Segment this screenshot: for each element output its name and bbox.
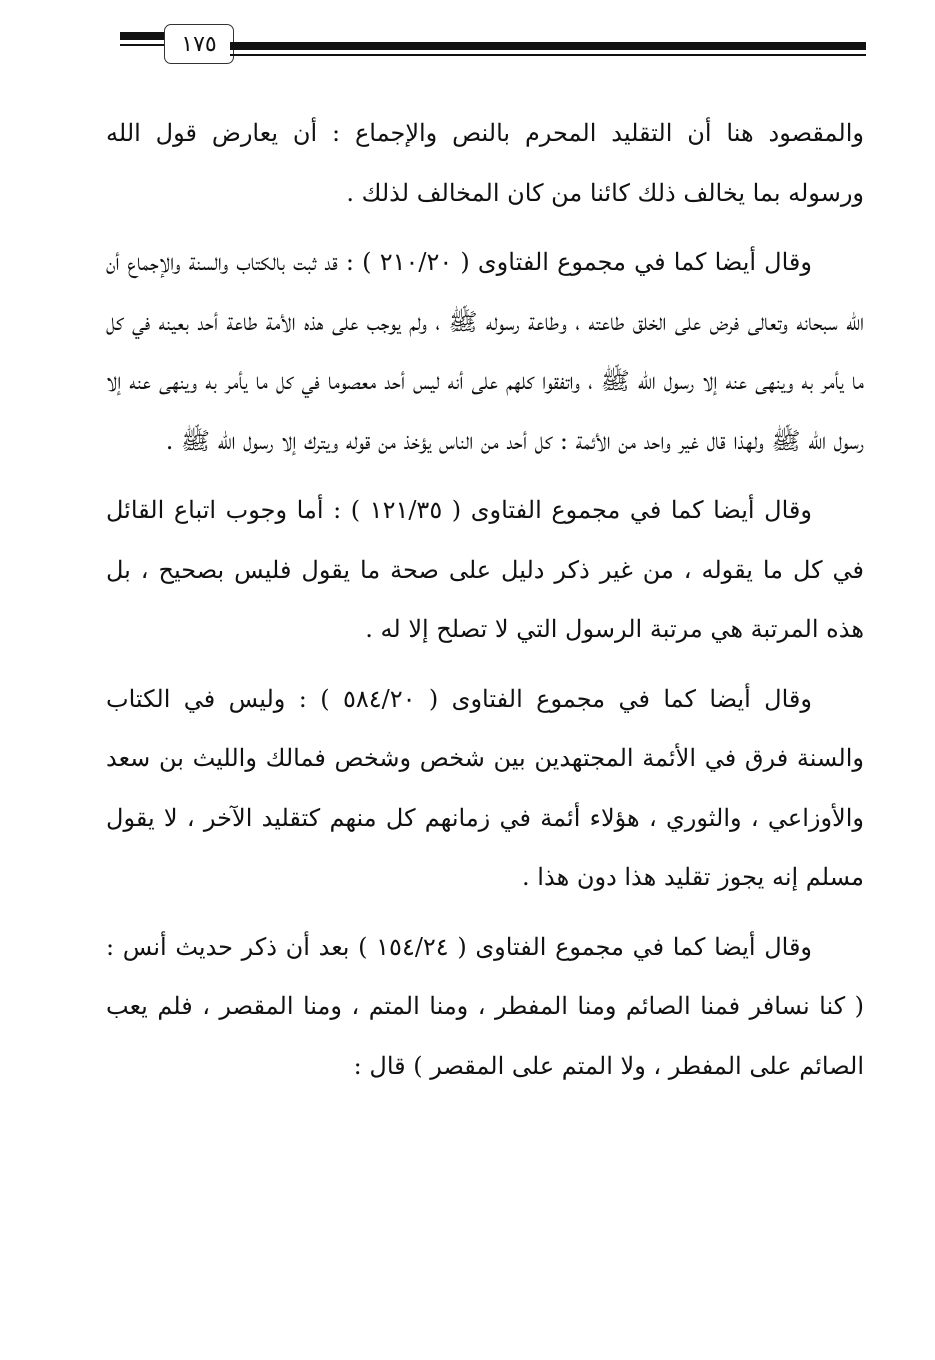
header-rule-right (230, 42, 866, 56)
paragraph-5: وقال أيضا كما في مجموع الفتاوى ( ١٥٤/٢٤ ) بعد أن ذكر حديث أنس : ( كنا نسافر فمنا الصائم ومنا المفطر ، ومنا المتم ، ومنا المقصر ، فلم يعب الصائم على المفطر ، ولا المتم على المقصر ) قال : (106, 932, 864, 1080)
paragraph-1: والمقصود هنا أن التقليد المحرم بالنص والإجماع : أن يعارض قول الله ورسوله بما يخالف ذلك كائنا من كان المخالف لذلك . (106, 119, 864, 207)
paragraph-3: وقال أيضا كما في مجموع الفتاوى ( ١٢١/٣٥ ) : أما وجوب اتباع القائل في كل ما يقوله ، من غير ذكر دليل على صحة ما يقول فليس بصحيح ، بل هذه المرتبة هي مرتبة الرسول التي لا تصلح إلا له . (106, 496, 864, 643)
header-rule-left (120, 32, 168, 46)
page-header (120, 22, 866, 70)
page-number: ١٧٥ (164, 24, 234, 64)
paragraph-4: وقال أيضا كما في مجموع الفتاوى ( ٥٨٤/٢٠ ) : وليس في الكتاب والسنة فرق في الأئمة المجتهدين بين شخص وشخص فمالك والليث بن سعد والأوزاعي ، والثوري ، هؤلاء أئمة في زمانهم كل منهم كتقليد الآخر ، لا يقول مسلم إنه يجوز تقليد هذا دون هذا . (106, 684, 864, 891)
paragraph-2: وقال أيضا كما في مجموع الفتاوى ( ٢١٠/٢٠ ) : قد ثبت بالكتاب والسنة والإجماع أن الله سبحانه وتعالى فرض على الخلق طاعته ، وطاعة رسوله ﷺ ، ولم يوجب على هذه الأمة طاعة أحد بعينه في كل ما يأمر به وينهى عنه إلا رسول الله ﷺ ، واتفقوا كلهم على أنه ليس أحد معصوما في كل ما يأمر به وينهى عنه إلا رسول الله ﷺ ولهذا قال غير واحد من الأئمة : كل أحد من الناس يؤخذ من قوله ويترك إلا رسول الله ﷺ . (106, 248, 864, 455)
page-body (106, 104, 864, 1106)
